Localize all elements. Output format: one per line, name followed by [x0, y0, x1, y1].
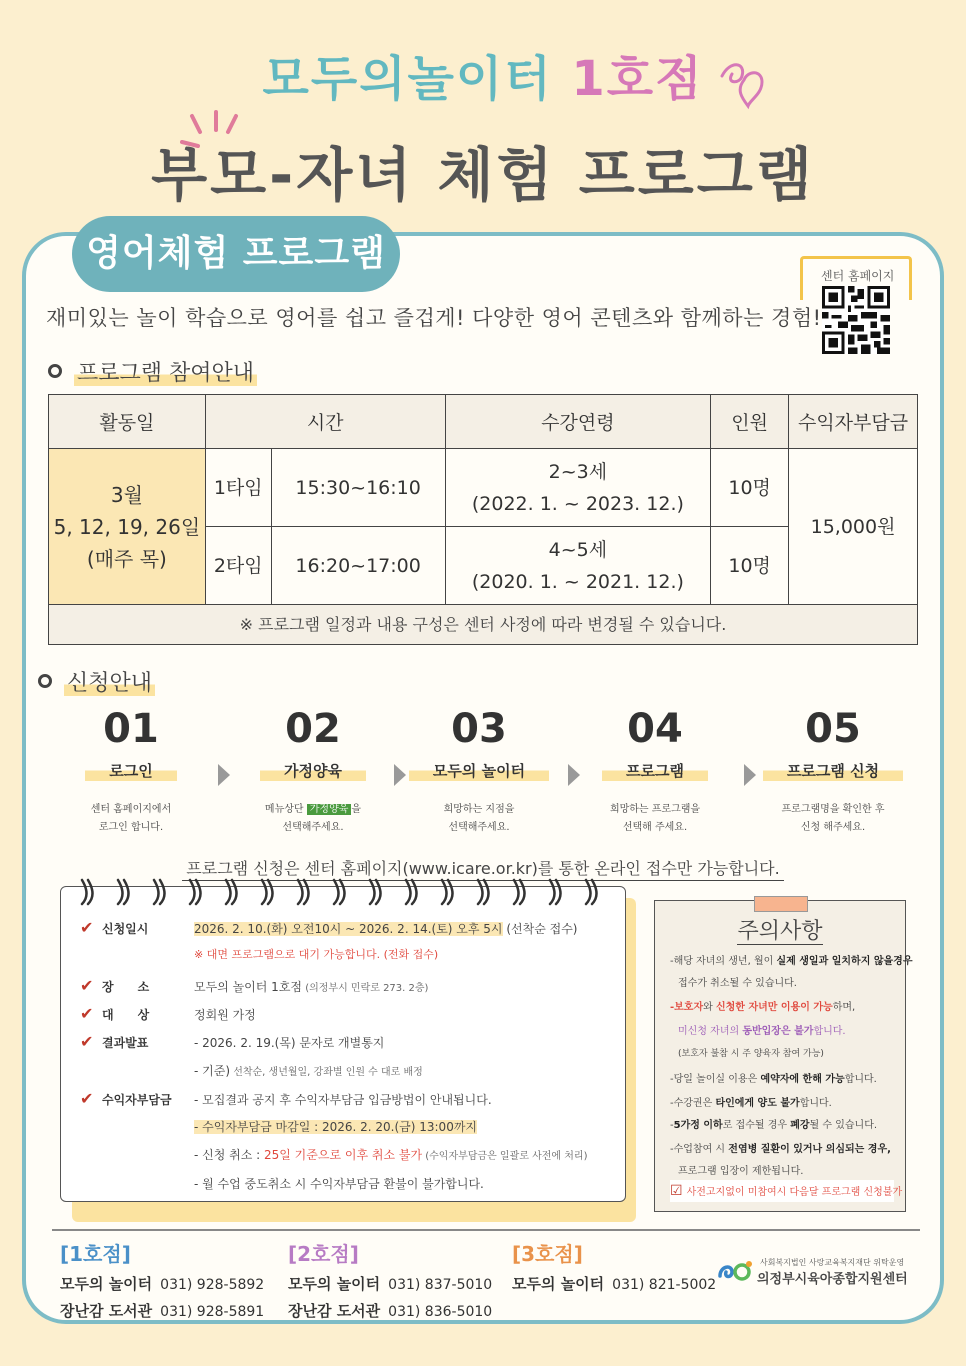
step-apply	[758, 706, 908, 837]
session-label: 2타임	[205, 527, 271, 605]
step-desc-line1: 센터 홈페이지에서	[90, 804, 172, 815]
caution-text: -	[670, 1120, 674, 1131]
checkmark-icon: ✔	[80, 1032, 94, 1051]
waitlist-note: ※ 대면 프로그램으로 대기 가능합니다. (전화 접수)	[194, 948, 439, 961]
caution-line	[670, 1094, 832, 1109]
place-name: 모두의 놀이터 1호점	[194, 980, 303, 994]
caution-text: 와	[703, 1002, 716, 1013]
row-label: 신청일시	[102, 922, 149, 936]
checkmark-icon: ✔	[80, 1089, 94, 1108]
checkmark-icon: ✔	[80, 918, 94, 937]
header-capacity: 인원	[711, 395, 789, 449]
result-criteria	[194, 1062, 423, 1079]
target-row	[80, 1004, 256, 1023]
caution-bold: 폐강	[790, 1120, 810, 1131]
capacity-cell: 10명	[711, 449, 789, 527]
caution-purple-bold: 동반입장은 불가	[742, 1026, 814, 1037]
facility-name: 장난감 도서관	[288, 1302, 381, 1320]
program-description: 재미있는 놀이 학습으로 영어를 쉽고 즐겁게! 다양한 영어 콘텐츠와 함께하는 경험!	[46, 306, 822, 330]
branch-label: [1호점]	[60, 1242, 131, 1266]
caution-text: 로 접수될 경우	[722, 1120, 791, 1131]
header-age: 수강연령	[445, 395, 711, 449]
step-number: 02	[238, 706, 388, 754]
caution-text: -해당 자녀의 생년, 월이	[670, 956, 777, 967]
section-apply-title: 신청안내	[64, 671, 155, 696]
caution-title	[654, 914, 906, 945]
step-desc-line2: 선택해 주세요.	[622, 822, 688, 833]
branch-title	[0, 40, 966, 109]
activity-date	[49, 449, 206, 605]
date-weekday: (매주 목)	[86, 546, 167, 571]
branch-label: [3호점]	[512, 1242, 583, 1266]
caution-line	[670, 952, 912, 967]
title-playground: 모두의놀이터	[262, 51, 553, 107]
caution-pink: -보호자	[670, 1002, 704, 1013]
qr-code-icon[interactable]	[822, 286, 890, 354]
title-branch-number: 1호점	[571, 51, 704, 107]
age-cell	[445, 449, 711, 527]
caution-text: 하며,	[832, 1002, 856, 1013]
result-row	[80, 1032, 384, 1051]
checkmark-icon: ✔	[80, 1004, 94, 1023]
step-name: 프로그램 신청	[763, 760, 903, 781]
step-desc	[758, 801, 908, 837]
branch-contact	[288, 1300, 492, 1321]
tape-decoration	[754, 896, 808, 912]
step-number: 05	[758, 706, 908, 754]
arrow-right-icon	[218, 764, 230, 786]
section-apply-heading	[38, 666, 155, 697]
checkbox-check-icon: ☑	[670, 1183, 683, 1199]
branch-3	[512, 1238, 716, 1294]
step-name: 가정양육	[260, 760, 366, 781]
caution-final	[670, 1180, 903, 1202]
organization-logo-icon	[716, 1258, 756, 1284]
qr-label: 센터 홈페이지	[817, 267, 898, 284]
step-program	[580, 706, 730, 837]
heart-doodle-icon	[718, 56, 778, 112]
caution-text: -당일 놀이실 이용은	[670, 1074, 761, 1085]
phone-number: 031) 836-5010	[388, 1304, 493, 1320]
step-desc-line1: 프로그램명을 확인한 후	[781, 804, 885, 815]
phone-number: 031) 837-5010	[388, 1277, 493, 1293]
session-time: 15:30~16:10	[271, 449, 445, 527]
checkmark-icon: ✔	[80, 976, 94, 995]
result-date: - 2026. 2. 19.(목) 문자로 개별통지	[194, 1036, 385, 1050]
session-label: 1타임	[205, 449, 271, 527]
caution-line: 접수가 취소될 수 있습니다.	[678, 978, 797, 989]
caution-text: 합니다.	[844, 1074, 877, 1085]
step-desc-line1: 희망하는 지점을	[443, 804, 515, 815]
caution-text: -수업참여 시	[670, 1144, 729, 1155]
step-desc-line2: 신청 해주세요.	[800, 822, 866, 833]
program-name-pill: 영어체험 프로그램	[72, 216, 400, 292]
criteria-prefix: - 기준)	[194, 1064, 231, 1078]
caution-pink: 신청한 자녀만 이용이 가능	[715, 1002, 833, 1013]
spiral-binding-icon	[78, 876, 618, 906]
date-days: 5, 12, 19, 26일	[53, 514, 201, 539]
caution-line	[678, 1022, 846, 1037]
step-home-care	[238, 706, 388, 837]
section-guide-heading	[48, 356, 257, 387]
age-range: (2022. 1. ~ 2023. 12.)	[471, 492, 684, 515]
fee-refund: - 월 수업 중도취소 시 수익자부담금 환불이 불가합니다.	[194, 1177, 484, 1191]
step-name: 프로그램	[602, 760, 708, 781]
caution-final-text: 사전고지없이 미참여시 다음달 프로그램 신청불가	[686, 1187, 903, 1198]
row-label: 대 상	[102, 1008, 150, 1022]
table-header-row	[49, 395, 918, 449]
step-desc	[238, 801, 388, 837]
branch-label: [2호점]	[288, 1242, 359, 1266]
caution-bold: 예약자에 한해 가능	[760, 1074, 845, 1085]
branch-contact	[60, 1300, 264, 1321]
cancel-deadline: 25일 기준으로 이후 취소 불가	[264, 1148, 423, 1162]
arrow-right-icon	[744, 764, 756, 786]
header-date: 활동일	[49, 395, 206, 449]
facility-name: 모두의 놀이터	[512, 1275, 605, 1293]
header-fee: 수익자부담금	[789, 395, 918, 449]
online-note-text: 프로그램 신청은 센터 홈페이지(www.icare.or.kr)를 통한 온라인 접수만 가능합니다.	[182, 859, 783, 881]
apply-date: 2026. 2. 10.(화) 오전10시 ~ 2026. 2. 14.(토) 오후 5시	[194, 922, 503, 936]
caution-text: -수강권은	[670, 1098, 716, 1109]
step-desc-pre: 메뉴상단	[264, 804, 307, 815]
organization-name: 의정부시육아종합지원센터	[757, 1272, 908, 1287]
phone-number: 031) 928-5892	[160, 1277, 265, 1293]
branch-2	[288, 1238, 492, 1321]
caution-text: 합니다.	[799, 1098, 832, 1109]
table-note-row	[49, 605, 918, 645]
table-row	[49, 449, 918, 527]
step-number: 01	[56, 706, 206, 754]
bullet-circle-icon	[38, 674, 52, 688]
fee-line2: - 수익자부담금 마감일 : 2026. 2. 20.(금) 13:00까지	[194, 1120, 478, 1134]
row-label: 수익자부담금	[102, 1093, 172, 1107]
arrow-right-icon	[568, 764, 580, 786]
place-row	[80, 976, 428, 995]
caution-bold: 5가정 이하	[673, 1120, 723, 1131]
caution-purple: 미신청 자녀의	[678, 1026, 743, 1037]
schedule-table	[48, 394, 918, 645]
fee-row	[80, 1089, 492, 1108]
caution-purple: 합니다.	[813, 1026, 846, 1037]
fee-cancel	[194, 1146, 587, 1163]
cancel-prefix: - 신청 취소 :	[194, 1148, 264, 1162]
organization-operator: 사회복지법인 사랑교육복지재단 위탁운영	[760, 1258, 905, 1267]
step-desc-highlight: 가정양육	[307, 804, 352, 815]
phone-number: 031) 928-5891	[160, 1304, 265, 1320]
branch-contact	[512, 1273, 716, 1294]
facility-name: 모두의 놀이터	[288, 1275, 381, 1293]
caution-text: 될 수 있습니다.	[809, 1120, 878, 1131]
step-desc-post: 을	[351, 804, 362, 815]
step-name: 로그인	[85, 760, 176, 781]
caution-line	[670, 1070, 877, 1085]
footer-divider	[52, 1229, 920, 1231]
step-desc-line2: 선택해주세요.	[282, 822, 344, 833]
main-title: 부모-자녀 체험 프로그램	[151, 141, 815, 209]
step-desc	[56, 801, 206, 837]
criteria-text: 선착순, 생년월일, 강좌별 인원 수 대로 배정	[230, 1067, 423, 1078]
step-desc-line1	[238, 801, 388, 819]
row-label: 장 소	[102, 980, 150, 994]
step-desc-line2: 로그인 합니다.	[98, 822, 164, 833]
fee-cell: 15,000원	[789, 449, 918, 605]
date-month: 3월	[110, 482, 143, 507]
header-time: 시간	[205, 395, 445, 449]
phone-number: 031) 821-5002	[612, 1277, 717, 1293]
step-login	[56, 706, 206, 837]
apply-date-row	[80, 918, 577, 937]
step-desc-line2: 선택해주세요.	[448, 822, 510, 833]
age-cell	[445, 527, 711, 605]
age-range: (2020. 1. ~ 2021. 12.)	[471, 570, 684, 593]
step-desc-line1: 희망하는 프로그램을	[609, 804, 701, 815]
caution-title-text: 주의사항	[737, 919, 823, 944]
section-guide-title: 프로그램 참여안내	[74, 361, 257, 386]
caution-line: (보호자 불참 시 주 양육자 참여 가능)	[678, 1049, 824, 1059]
step-desc	[580, 801, 730, 837]
caution-bold: 타인에게 양도 불가	[715, 1098, 800, 1109]
cancel-note: (수익자부담금은 일괄로 사전에 처리)	[422, 1151, 588, 1162]
branch-contact	[60, 1273, 264, 1294]
fee-line1: - 모집결과 공지 후 수익자부담금 입금방법이 안내됩니다.	[194, 1093, 492, 1107]
facility-name: 모두의 놀이터	[60, 1275, 153, 1293]
step-desc	[404, 801, 554, 837]
caution-line: 프로그램 입장이 제한됩니다.	[678, 1166, 804, 1177]
step-number: 04	[580, 706, 730, 754]
caution-line	[670, 1116, 877, 1131]
facility-name: 장난감 도서관	[60, 1302, 153, 1320]
caution-bold: 전염병 질환이 있거나 의심되는 경우,	[728, 1144, 891, 1155]
apply-order: (선착순 접수)	[502, 922, 578, 936]
caution-line	[670, 998, 855, 1013]
step-number: 03	[404, 706, 554, 754]
age-value: 2~3세	[548, 460, 608, 483]
caution-line	[670, 1140, 891, 1155]
target-value: 정회원 가정	[194, 1008, 256, 1022]
branch-1	[60, 1238, 264, 1321]
step-playground	[404, 706, 554, 837]
bullet-circle-icon	[48, 364, 62, 378]
capacity-cell: 10명	[711, 527, 789, 605]
age-value: 4~5세	[548, 538, 608, 561]
branch-contact	[288, 1273, 492, 1294]
row-label: 결과발표	[102, 1036, 149, 1050]
step-name: 모두의 놀이터	[409, 760, 549, 781]
schedule-note: ※ 프로그램 일정과 내용 구성은 센터 사정에 따라 변경될 수 있습니다.	[49, 605, 918, 645]
fee-deadline	[194, 1118, 477, 1135]
session-time: 16:20~17:00	[271, 527, 445, 605]
place-address: (의정부시 민락로 273. 2층)	[302, 983, 429, 994]
caution-bold: 실제 생일과 일치하지 않을경우	[776, 956, 913, 967]
